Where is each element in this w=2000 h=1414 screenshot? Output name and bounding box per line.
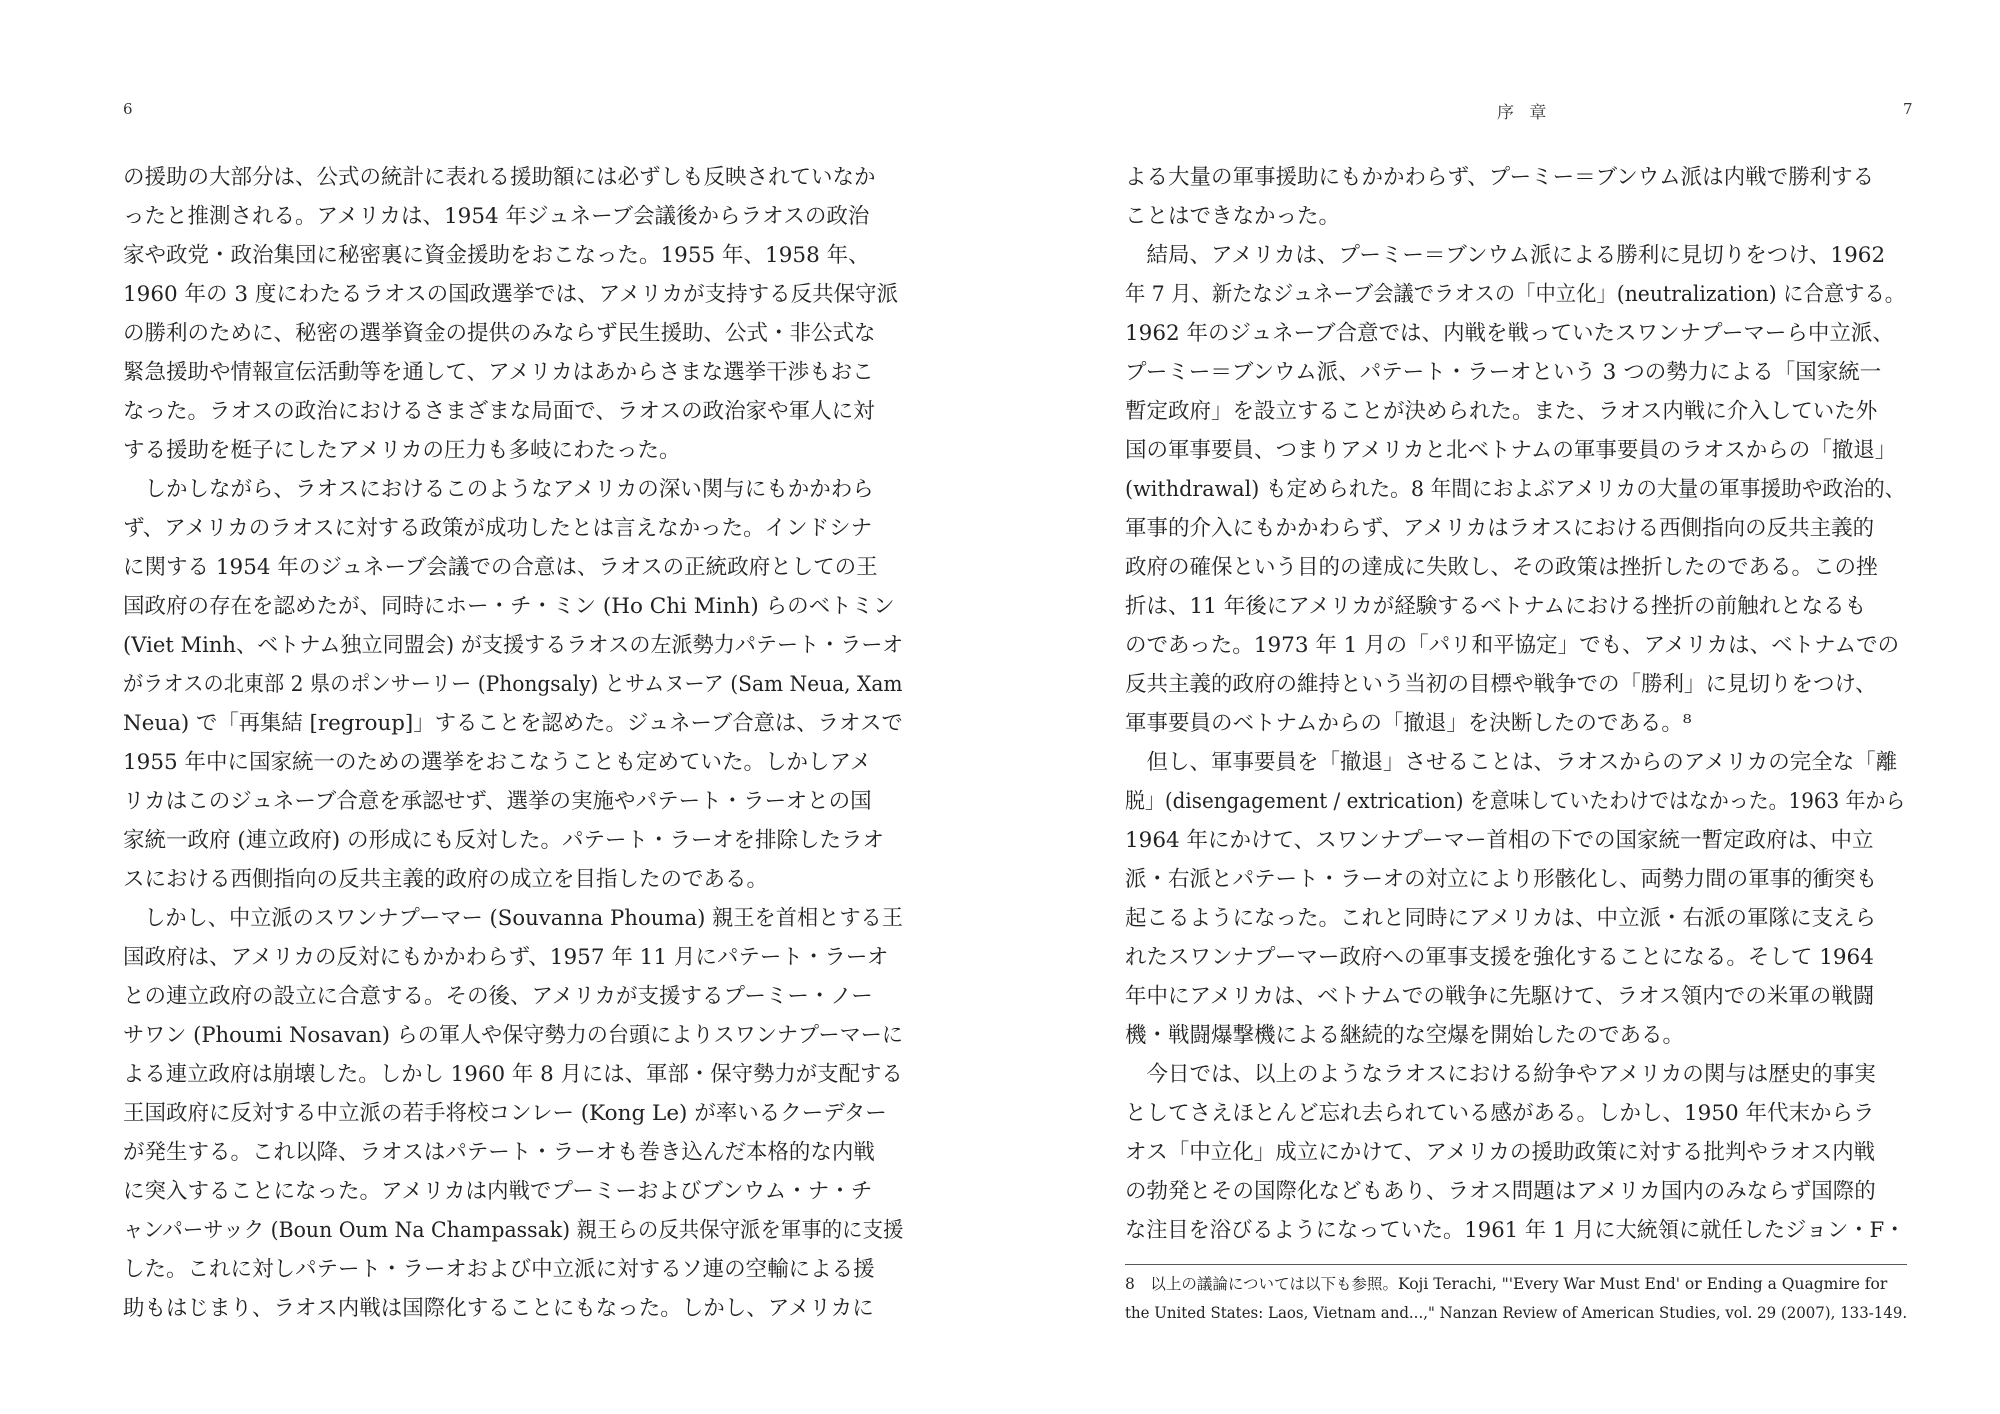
text-line: れたスワンナプーマー政府への軍事支援を強化することになる。そして 1964	[1125, 945, 1874, 970]
page-number-left: 6	[123, 100, 133, 118]
text-line: 助もはじまり、ラオス内戦は国際化することにもなった。しかし、アメリカに	[123, 1296, 874, 1321]
text-line: 脱」(disengagement / extrication) を意味していたわけではなかった。1963 年から	[1125, 789, 1906, 814]
text-line: した。これに対しパテート・ラーオおよび中立派に対するソ連の空輸による援	[123, 1257, 875, 1282]
text-line: 折は、11 年後にアメリカが経験するベトナムにおける挫折の前触れとなるも	[1125, 594, 1867, 619]
text-line: な注目を浴びるようになっていた。1961 年 1 月に大統領に就任したジョン・F・	[1125, 1218, 1906, 1243]
text-line: のであった。1973 年 1 月の「パリ和平協定」でも、アメリカは、ベトナムでの	[1125, 633, 1900, 658]
text-line: 年中にアメリカは、ベトナムでの戦争に先駆けて、ラオス領内での米軍の戦闘	[1125, 984, 1875, 1009]
text-line: 国の軍事要員、つまりアメリカと北ベトナムの軍事要員のラオスからの「撤退」	[1125, 438, 1897, 463]
text-line: 家統一政府 (連立政府) の形成にも反対した。パテート・ラーオを排除したラオ	[123, 828, 885, 853]
text-line: ったと推測される。アメリカは、1954 年ジュネーブ会議後からラオスの政治	[123, 204, 870, 229]
text-line: が発生する。これ以降、ラオスはパテート・ラーオも巻き込んだ本格的な内戦	[123, 1140, 875, 1165]
left-body-text	[123, 158, 903, 1328]
text-line: 家や政党・政治集団に秘密裏に資金援助をおこなった。1955 年、1958 年、	[123, 243, 870, 268]
text-line: 1955 年中に国家統一のための選挙をおこなうことも定めていた。しかしアメ	[123, 750, 872, 775]
footnote-line: the United States: Laos, Vietnam and...," Nanzan Review of American Studies, vol. 29 (2007), 133-149.	[1125, 1304, 1908, 1322]
text-line: よる大量の軍事援助にもかかわらず、プーミー＝ブンウム派は内戦で勝利する	[1125, 165, 1875, 190]
text-line: の勃発とその国際化などもあり、ラオス問題はアメリカ国内のみならず国際的	[1125, 1179, 1876, 1204]
text-line: 1962 年のジュネーブ合意では、内戦を戦っていたスワンナプーマーら中立派、	[1125, 321, 1894, 346]
page-number-right: 7	[1903, 100, 1913, 118]
text-line: なった。ラオスの政治におけるさまざまな局面で、ラオスの政治家や軍人に対	[123, 399, 875, 424]
footnote	[1125, 1270, 1907, 1328]
running-head: 序 章	[1497, 103, 1552, 123]
text-line: の勝利のために、秘密の選挙資金の提供のみならず民生援助、公式・非公式な	[123, 321, 876, 346]
text-line: に突入することになった。アメリカは内戦でプーミーおよびブンウム・ナ・チ	[123, 1179, 873, 1204]
text-line: スにおける西側指向の反共主義的政府の成立を目指したのである。	[123, 867, 769, 892]
text-line: しかし、中立派のスワンナプーマー (Souvanna Phouma) 親王を首相とする王	[123, 906, 903, 931]
text-line: しかしながら、ラオスにおけるこのようなアメリカの深い関与にもかかわら	[123, 477, 874, 502]
text-line: 起こるようになった。これと同時にアメリカは、中立派・右派の軍隊に支えら	[1125, 906, 1876, 931]
text-line: 今日では、以上のようなラオスにおける紛争やアメリカの関与は歴史的事実	[1125, 1062, 1876, 1087]
text-line: ャンパーサック (Boun Oum Na Champassak) 親王らの反共保守派を軍事的に支援	[123, 1218, 904, 1243]
text-line: ず、アメリカのラオスに対する政策が成功したとは言えなかった。インドシナ	[123, 516, 873, 541]
text-line: 国政府の存在を認めたが、同時にホー・チ・ミン (Ho Chi Minh) らのベトミン	[123, 594, 895, 619]
text-line: オス「中立化」成立にかけて、アメリカの援助政策に対する批判やラオス内戦	[1125, 1140, 1876, 1165]
text-line: サワン (Phoumi Nosavan) らの軍人や保守勢力の台頭によりスワンナプーマーに	[123, 1023, 903, 1048]
text-line: 国政府は、アメリカの反対にもかかわらず、1957 年 11 月にパテート・ラーオ	[123, 945, 889, 970]
footnote-rule	[1125, 1264, 1907, 1265]
text-line: がラオスの北東部 2 県のポンサーリー (Phongsaly) とサムヌーア (Sam Neua, Xam	[123, 672, 903, 697]
text-line: に関する 1954 年のジュネーブ会議での合意は、ラオスの正統政府としての王	[123, 555, 878, 580]
text-line: リカはこのジュネーブ合意を承認せず、選挙の実施やパテート・ラーオとの国	[123, 789, 872, 814]
text-line: 年 7 月、新たなジュネーブ会議でラオスの「中立化」(neutralization) に合意する。	[1125, 282, 1906, 307]
text-line: 1964 年にかけて、スワンナプーマー首相の下での国家統一暫定政府は、中立	[1125, 828, 1874, 853]
text-line: よる連立政府は崩壊した。しかし 1960 年 8 月には、軍部・保守勢力が支配する	[123, 1062, 903, 1087]
text-line: 王国政府に反対する中立派の若手将校コンレー (Kong Le) が率いるクーデター	[123, 1101, 887, 1126]
text-line: Neua) で「再集結 [regroup]」することを認めた。ジュネーブ合意は、ラオスで	[123, 711, 903, 736]
text-line: としてさえほとんど忘れ去られている感がある。しかし、1950 年代末からラ	[1125, 1101, 1875, 1126]
text-line: 反共主義的政府の維持という当初の目標や戦争での「勝利」に見切りをつけ、	[1125, 672, 1877, 697]
text-line: の援助の大部分は、公式の統計に表れる援助額には必ずしも反映されていなか	[123, 165, 876, 190]
text-line: (withdrawal) も定められた。8 年間におよぶアメリカの大量の軍事援助や政治的、	[1125, 477, 1906, 502]
text-line: 軍事要員のベトナムからの「撤退」を決断したのである。⁸	[1125, 711, 1692, 736]
text-line: 機・戦闘爆撃機による継続的な空爆を開始したのである。	[1125, 1023, 1685, 1048]
text-line: 緊急援助や情報宣伝活動等を通して、アメリカはあからさまな選挙干渉もおこ	[123, 360, 874, 385]
footnote-line: 8 以上の議論については以下も参照。Koji Terachi, "'Every War Must End' or Ending a Quagmire for	[1125, 1275, 1888, 1293]
text-line: との連立政府の設立に合意する。その後、アメリカが支援するプーミー・ノー	[123, 984, 873, 1009]
text-line: ことはできなかった。	[1125, 204, 1341, 229]
right-body-text	[1125, 158, 1905, 1250]
text-line: (Viet Minh、ベトナム独立同盟会) が支援するラオスの左派勢力パテート・ラーオ	[123, 633, 904, 658]
text-line: 政府の確保という目的の達成に失敗し、その政策は挫折したのである。この挫	[1125, 555, 1878, 580]
text-line: 暫定政府」を設立することが決められた。また、ラオス内戦に介入していた外	[1125, 399, 1878, 424]
text-line: する援助を梃子にしたアメリカの圧力も多岐にわたった。	[123, 438, 681, 463]
text-line: 但し、軍事要員を「撤退」させることは、ラオスからのアメリカの完全な「離	[1125, 750, 1898, 775]
text-line: プーミー＝ブンウム派、パテート・ラーオという 3 つの勢力による「国家統一	[1125, 360, 1882, 385]
text-line: 軍事的介入にもかかわらず、アメリカはラオスにおける西側指向の反共主義的	[1125, 516, 1875, 541]
text-line: 派・右派とパテート・ラーオの対立により形骸化し、両勢力間の軍事的衝突も	[1125, 867, 1878, 892]
text-line: 1960 年の 3 度にわたるラオスの国政選挙では、アメリカが支持する反共保守派	[123, 282, 899, 307]
text-line: 結局、アメリカは、プーミー＝ブンウム派による勝利に見切りをつけ、1962	[1125, 243, 1886, 268]
